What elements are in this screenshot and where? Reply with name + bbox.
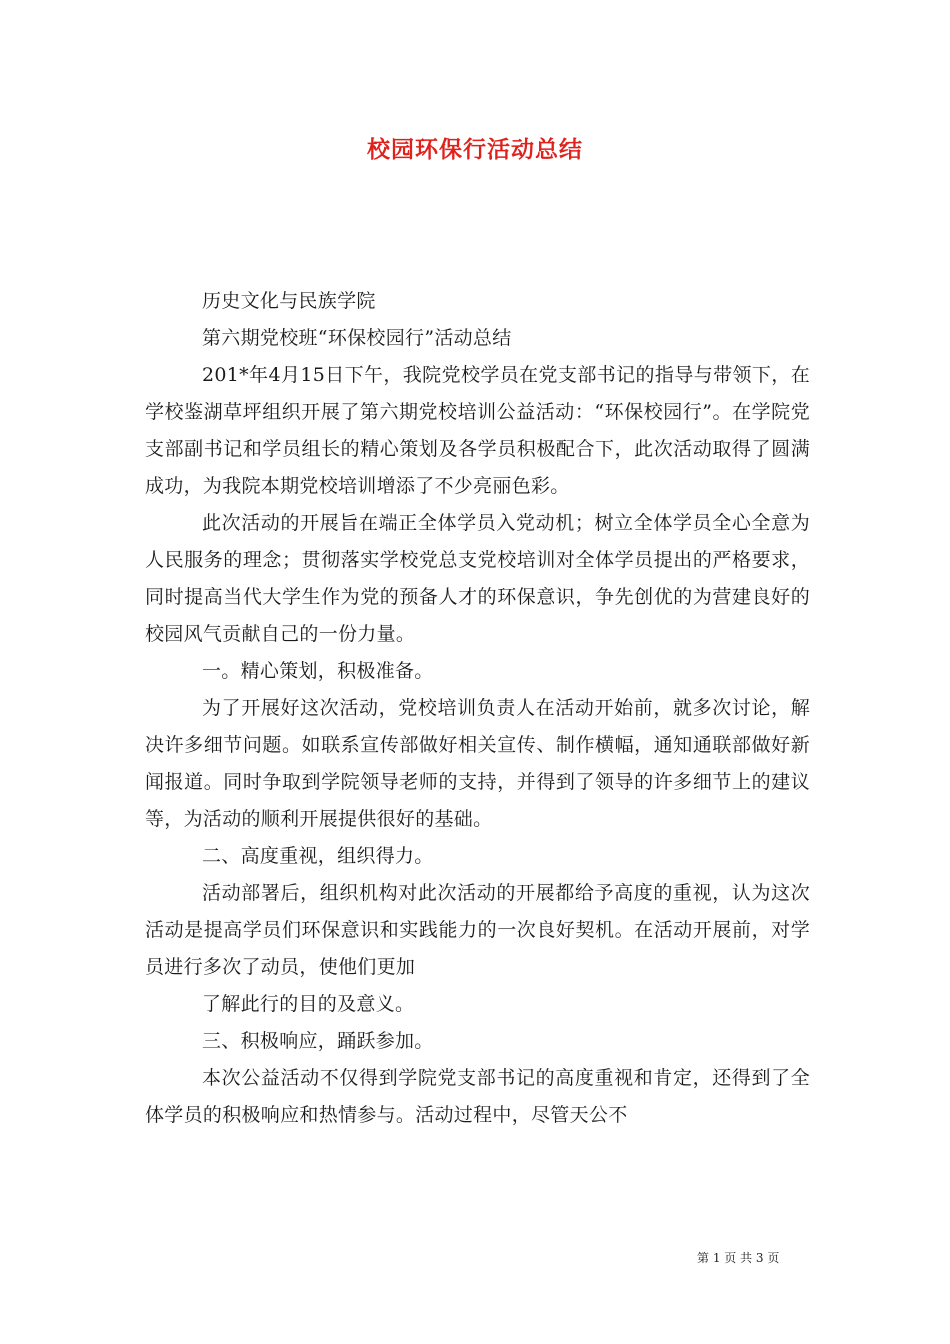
paragraph-organization-cont: 了解此行的目的及意义。 — [202, 993, 415, 1015]
section-heading-3: 三、积极响应，踊跃参加。 — [202, 1030, 434, 1052]
section-heading-2: 二、高度重视，组织得力。 — [202, 845, 434, 867]
paragraph-organization: 活动部署后，组织机构对此次活动的开展都给予高度的重视，认为这次活动是提高学员们环保意识和实践能力的一次良好契机。在活动开展前，对学员进行多次了动员，使他们更加 — [145, 882, 810, 978]
paragraph-subtitle: 第六期党校班“环保校园行”活动总结 — [202, 327, 512, 349]
section-heading-1: 一。精心策划，积极准备。 — [202, 660, 434, 682]
paragraph-college: 历史文化与民族学院 — [202, 290, 376, 312]
page-number: 第 1 页 共 3 页 — [697, 1251, 780, 1265]
document-body — [145, 283, 810, 1134]
paragraph-purpose: 此次活动的开展旨在端正全体学员入党动机；树立全体学员全心全意为人民服务的理念；贯彻落实学校党总支党校培训对全体学员提出的严格要求，同时提高当代大学生作为党的预备人才的环保意识，争先创优的为营建良好的校园风气贡献自己的一份力量。 — [145, 512, 810, 645]
document-title: 校园环保行活动总结 — [367, 136, 583, 163]
paragraph-preparation: 为了开展好这次活动，党校培训负责人在活动开始前，就多次讨论，解决许多细节问题。如联系宣传部做好相关宣传、制作横幅，通知通联部做好新闻报道。同时争取到学院领导老师的支持，并得到了领导的许多细节上的建议等，为活动的顺利开展提供很好的基础。 — [145, 697, 810, 830]
paragraph-intro: 201*年4月15日下午，我院党校学员在党支部书记的指导与带领下，在学校鉴湖草坪组织开展了第六期党校培训公益活动：“环保校园行”。在学院党支部副书记和学员组长的精心策划及各学员积极配合下，此次活动取得了圆满成功，为我院本期党校培训增添了不少亮丽色彩。 — [145, 364, 810, 497]
paragraph-participation: 本次公益活动不仅得到学院党支部书记的高度重视和肯定，还得到了全体学员的积极响应和热情参与。活动过程中，尽管天公不 — [145, 1067, 810, 1126]
